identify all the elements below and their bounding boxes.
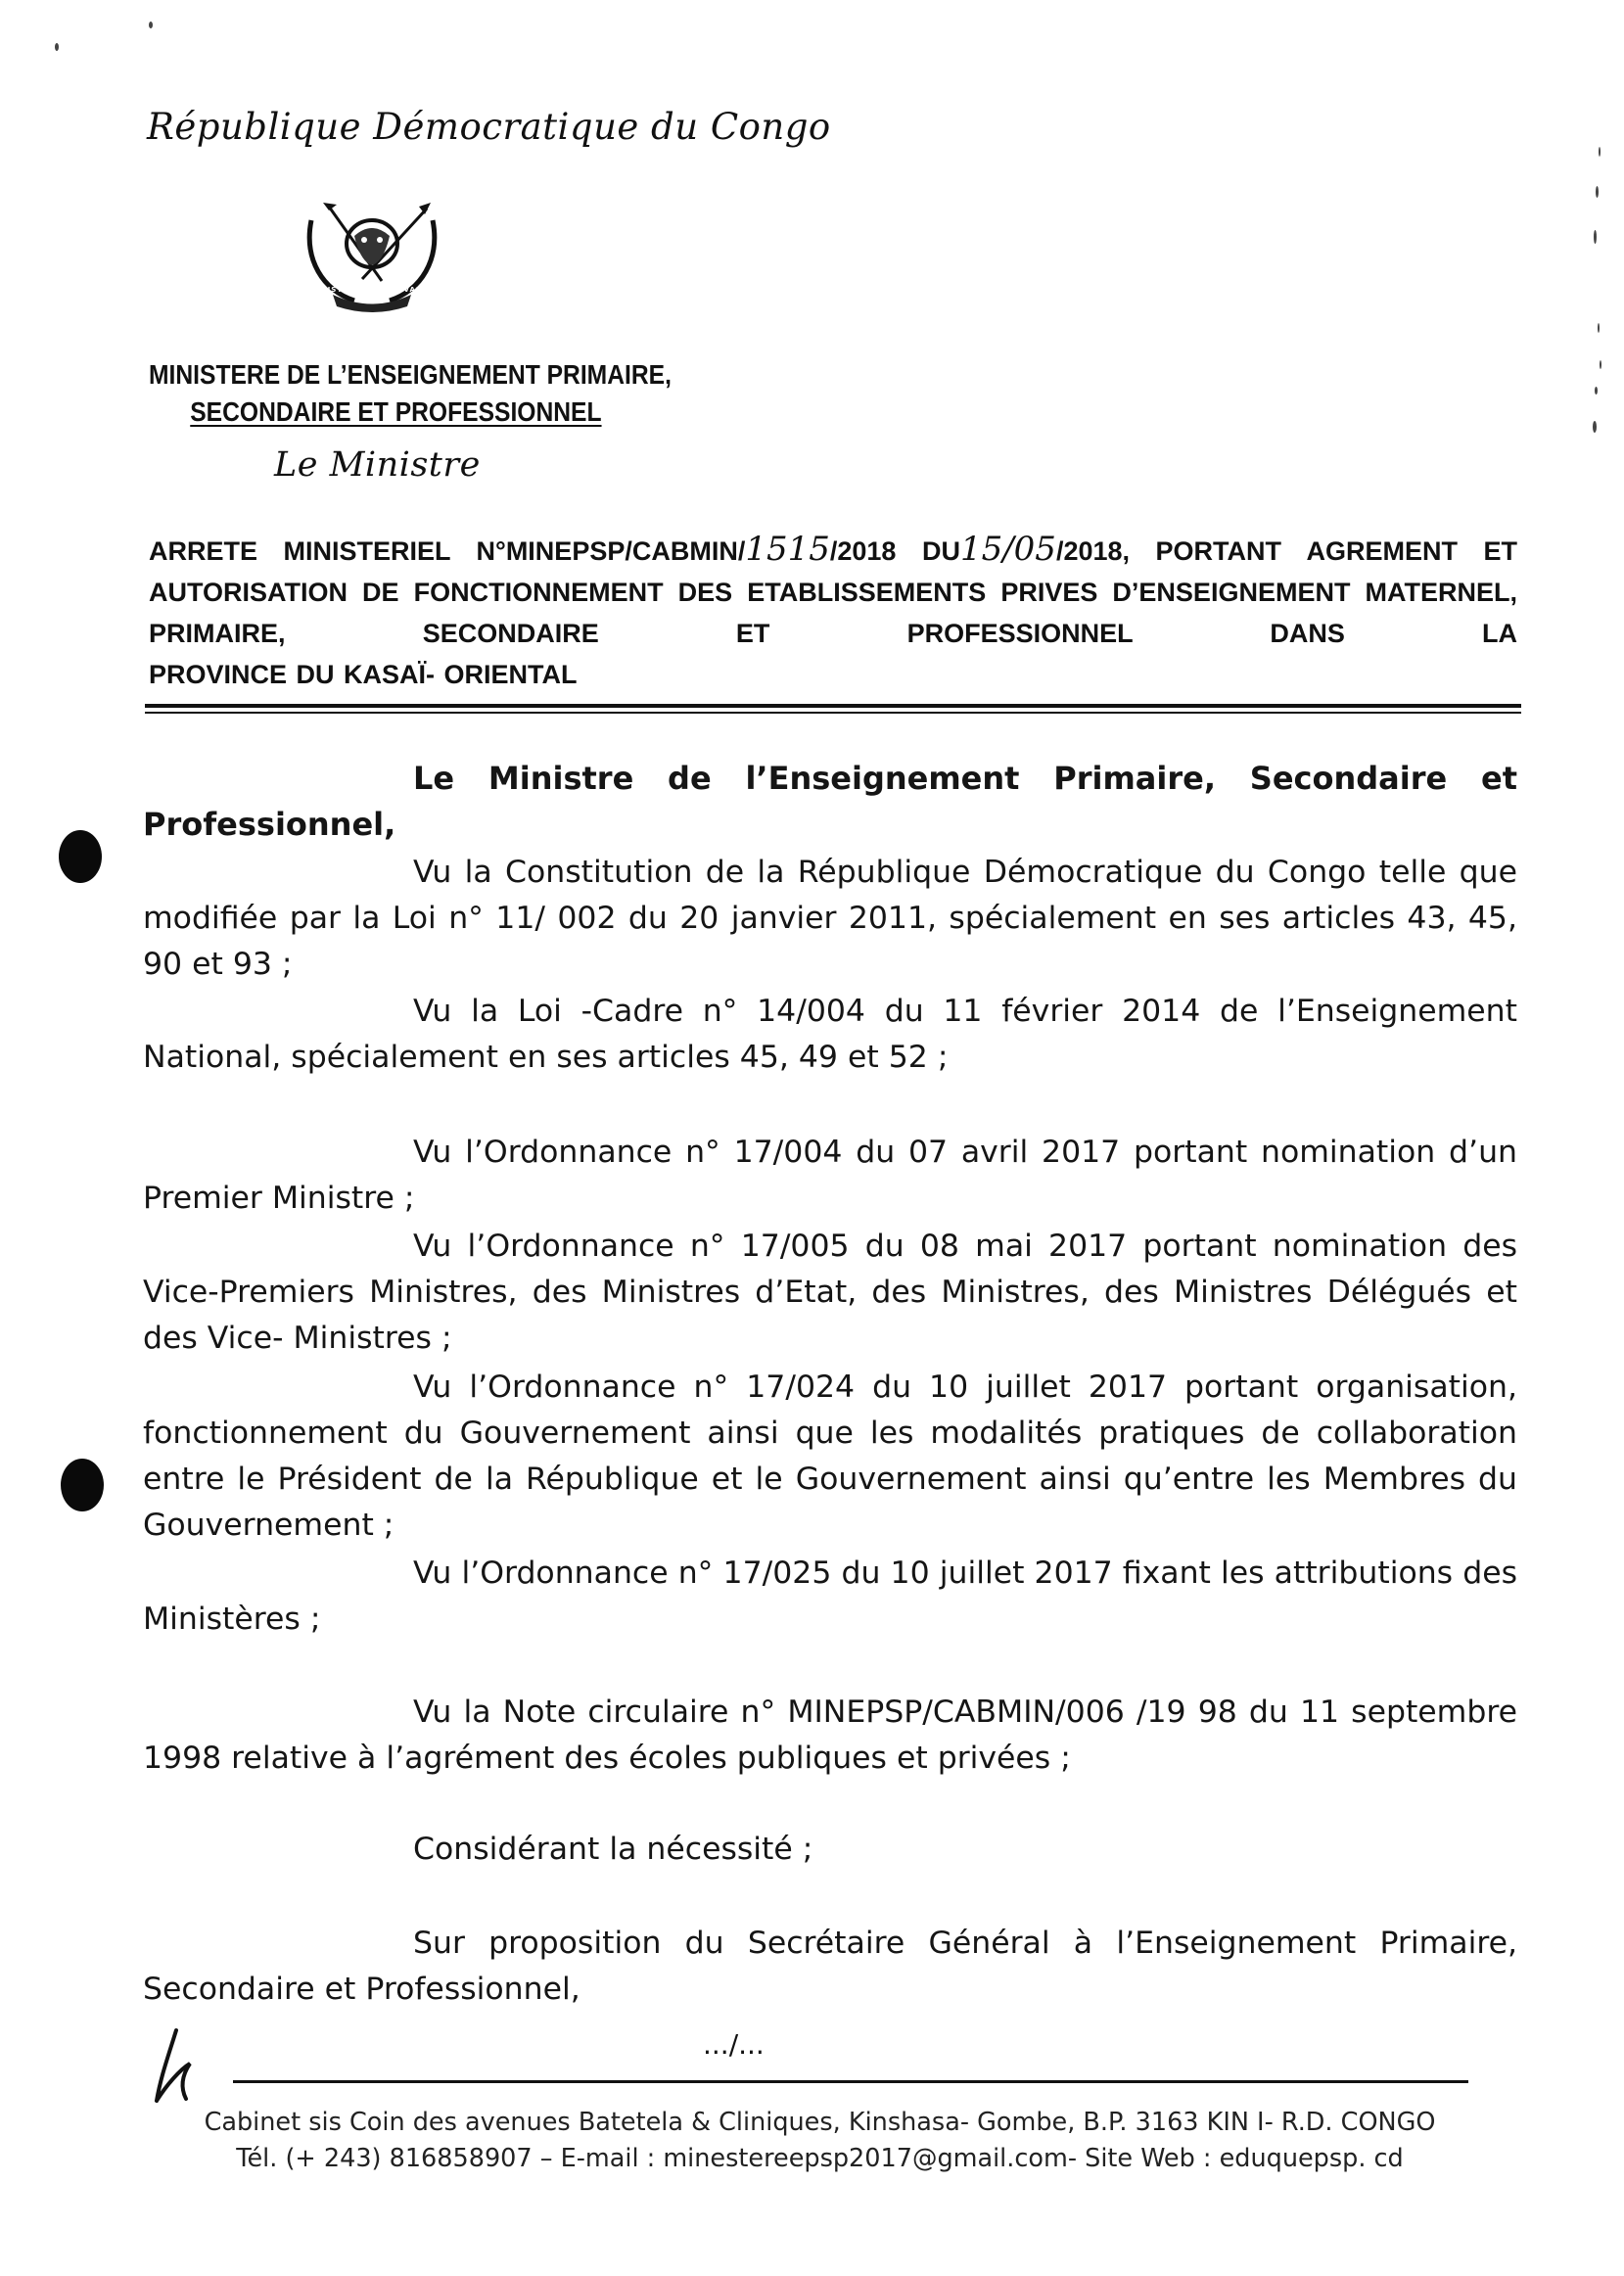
visa-ordonnance-17-025: Vu l’Ordonnance n° 17/025 du 10 juillet 2017 fixant les attributions des Ministères ; xyxy=(143,1556,1517,1637)
preamble-paragraph: Le Ministre de l’Enseignement Primaire, Secondaire et Professionnel, xyxy=(143,760,1517,843)
scan-speck xyxy=(1594,230,1597,244)
scan-speck xyxy=(1598,323,1600,333)
ministry-heading xyxy=(149,356,672,431)
ministry-line-2: SECONDAIRE ET PROFESSIONNEL xyxy=(190,396,602,427)
arrete-day-handwritten: 15 xyxy=(959,530,1003,569)
scan-speck xyxy=(1599,147,1601,157)
emblem-motto: JUSTICE PAIX TRAVAIL xyxy=(321,286,425,294)
footer-contact: Tél. (+ 243) 816858907 – E-mail : minestereepsp2017@gmail.com- Site Web : eduquepsp. cd xyxy=(236,2144,1404,2173)
arrete-ref-date-prefix: /2018 DU xyxy=(829,536,960,566)
arrete-ref-prefix: ARRETE MINISTERIEL N°MINEPSP/CABMIN/ xyxy=(149,536,746,566)
initials-signature-icon xyxy=(147,2026,206,2105)
visa-constitution: Vu la Constitution de la République Démocratique du Congo telle que modifiée par la Loi n° 11/ 002 du 20 janvier 2011, spécialement en ses articles 43, 45, 90 et 93 ; xyxy=(143,855,1517,982)
title-rule-thin xyxy=(145,712,1521,714)
title-rule-thick xyxy=(145,704,1521,708)
visa-ordonnance-17-024: Vu l’Ordonnance n° 17/024 du 10 juillet 2017 portant organisation, fonctionnement du Gouvernement ainsi que les modalités pratiques de collaboration entre le Président de la République et le Gouvernement ainsi qu’entre les Membres du Gouvernement ; xyxy=(143,1370,1517,1543)
footer-address: Cabinet sis Coin des avenues Batetela & Cliniques, Kinshasa- Gombe, B.P. 3163 KIN I- R.D. CONGO xyxy=(204,2108,1436,2137)
scan-speck xyxy=(1595,387,1598,395)
considerant-paragraph: Considérant la nécessité ; xyxy=(413,1832,813,1867)
arrete-subject: /2018, PORTANT AGREMENT ET AUTORISATION DE FONCTIONNEMENT DES ETABLISSEMENTS PRIVES D’ENSEIGNEMENT MATERNEL, PRIMAIRE, SECONDAIRE ET PROFESSIONNEL DANS LA xyxy=(149,536,1517,648)
scan-speck xyxy=(1600,360,1601,369)
arrete-number-handwritten: 1515 xyxy=(745,530,830,569)
scan-speck xyxy=(1596,186,1599,198)
visa-ordonnance-17-004: Vu l’Ordonnance n° 17/004 du 07 avril 2017 portant nomination d’un Premier Ministre ; xyxy=(143,1135,1517,1216)
ministry-line-1: MINISTERE DE L’ENSEIGNEMENT PRIMAIRE, xyxy=(149,359,672,390)
arrete-month-handwritten: 05 xyxy=(1013,530,1056,569)
le-ministre-title: Le Ministre xyxy=(274,445,481,485)
visa-ordonnance-17-005: Vu l’Ordonnance n° 17/005 du 08 mai 2017 portant nomination des Vice-Premiers Ministres, des Ministres d’Etat, des Ministres, des Ministres Délégués et des Vice- Ministres ; xyxy=(143,1229,1517,1356)
visa-note-circulaire: Vu la Note circulaire n° MINEPSP/CABMIN/006 /19 98 du 11 septembre 1998 relative à l’agrément des écoles publiques et privées ; xyxy=(143,1695,1517,1776)
arrete-title xyxy=(149,529,1517,695)
scan-speck xyxy=(55,43,59,51)
arrete-subject-last-line: PROVINCE DU KASAÏ- ORIENTAL xyxy=(149,660,578,689)
footer-rule xyxy=(233,2080,1468,2083)
republic-title: République Démocratique du Congo xyxy=(147,106,831,148)
coat-of-arms-icon xyxy=(294,201,450,313)
arrete-date-separator: / xyxy=(1002,530,1014,569)
punch-hole xyxy=(61,1459,104,1511)
punch-hole xyxy=(59,830,102,883)
scan-speck xyxy=(1593,421,1597,433)
scan-speck xyxy=(149,22,153,28)
visa-loi-cadre: Vu la Loi -Cadre n° 14/004 du 11 février 2014 de l’Enseignement National, spécialement en ses articles 45, 49 et 52 ; xyxy=(143,994,1517,1075)
proposition-paragraph: Sur proposition du Secrétaire Général à l’Enseignement Primaire, Secondaire et Professionnel, xyxy=(143,1926,1517,2007)
continuation-marker: .../... xyxy=(703,2028,765,2061)
